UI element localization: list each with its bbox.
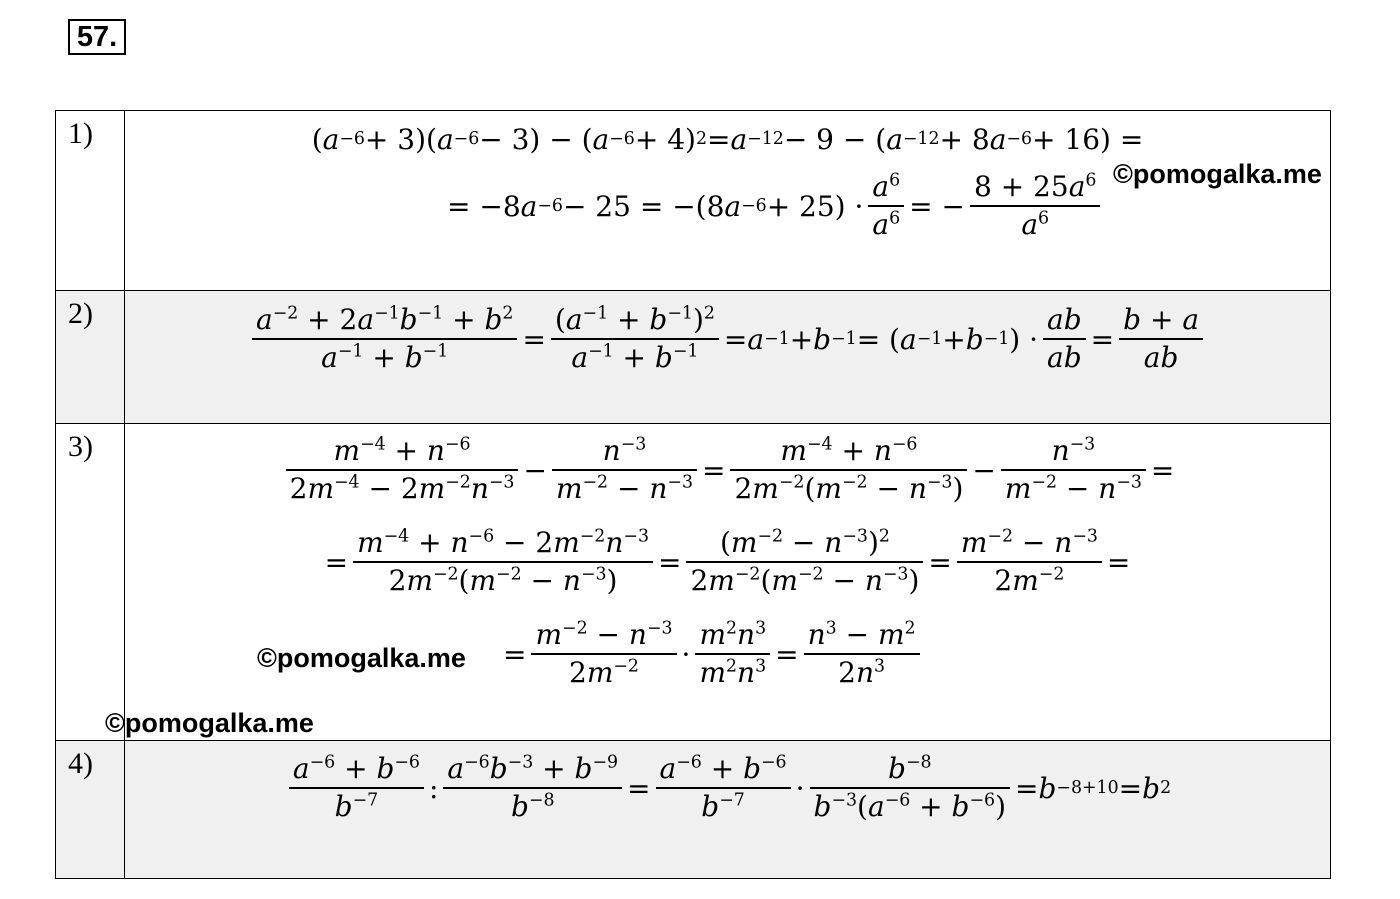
math-line: = $\frac{m^{-4} + n^{-6} - 2m^{-2}n^{-3}}{2m^{-2}(m^{-2} - n^{-3})}$ = $\frac{(m^{-2} - n^{-3})^2}{2m^{-2}(m^{-2} - n^{-3})}$ = $\frac{m^{-2} - n^{-3}}{2m^{-2}}$ =	[324, 525, 1131, 597]
watermark: ©pomogalka.me	[257, 643, 466, 673]
row-label: 3)	[56, 424, 125, 741]
solution-math-2	[125, 291, 1331, 424]
row-label: 1)	[56, 111, 125, 291]
solution-row-1	[56, 111, 1331, 291]
solution-row-3	[56, 424, 1331, 741]
solution-math-1	[125, 111, 1331, 291]
solution-math-4	[125, 741, 1331, 879]
solution-math-3	[105, 424, 1331, 741]
solution-row-2	[56, 291, 1331, 424]
math-line: $\frac{a^{-2} + 2a^{-1}b^{-1} + b^2}{a^{-1} + b^{-1}}$ = $\frac{(a^{-1} + b^{-1})^2}{a^{-1} + b^{-1}}$ = a −1 + b −1 = ( a −1 + b −1 ) · $\frac{ab}{ab}$ = $\frac{b + a}{ab}$	[125, 291, 1330, 387]
row-label: 4)	[56, 741, 125, 879]
math-line: $\frac{m^{-4} + n^{-6}}{2m^{-4} - 2m^{-2}n^{-3}}$ − $\frac{n^{-3}}{m^{-2} - n^{-3}}$ = $\frac{m^{-4} + n^{-6}}{2m^{-2}(m^{-2} - n^{-3})}$ − $\frac{n^{-3}}{m^{-2} - n^{-3}}$ =	[125, 424, 1330, 516]
math-line: = $\frac{m^{-2} - n^{-3}}{2m^{-2}}$ · $\frac{m^2n^3}{m^2n^3}$ = $\frac{n^3 - m^2}{2n^3}$	[125, 608, 1330, 700]
watermark: ©pomogalka.me	[105, 708, 314, 738]
math-line: ( a −6 + 3)( a −6 − 3) − ( a −6 + 4) 2 = a −12 − 9 − ( a −12 + 8 a −6 + 16) =	[311, 122, 1144, 156]
problem-number: 57.	[68, 19, 126, 55]
math-line: = −8 a −6 − 25 = −(8 a −6 + 25) · $\frac{a^6}{a^6}$ = − $\frac{8 + 25a^6}{a^6}$	[195, 161, 1330, 251]
solution-row-4	[56, 741, 1331, 879]
watermark: ©pomogalka.me	[1113, 159, 1322, 189]
math-line: $\frac{a^{-6} + b^{-6}}{b^{-7}}$ : $\frac{a^{-6}b^{-3} + b^{-9}}{b^{-8}}$ = $\frac{a^{-6} + b^{-6}}{b^{-7}}$ · $\frac{b^{-8}}{b^{-3}(a^{-6} + b^{-6})}$ = b −8+10 = b 2	[125, 741, 1330, 835]
row-label: 2)	[56, 291, 125, 424]
solutions-table	[55, 110, 1331, 879]
